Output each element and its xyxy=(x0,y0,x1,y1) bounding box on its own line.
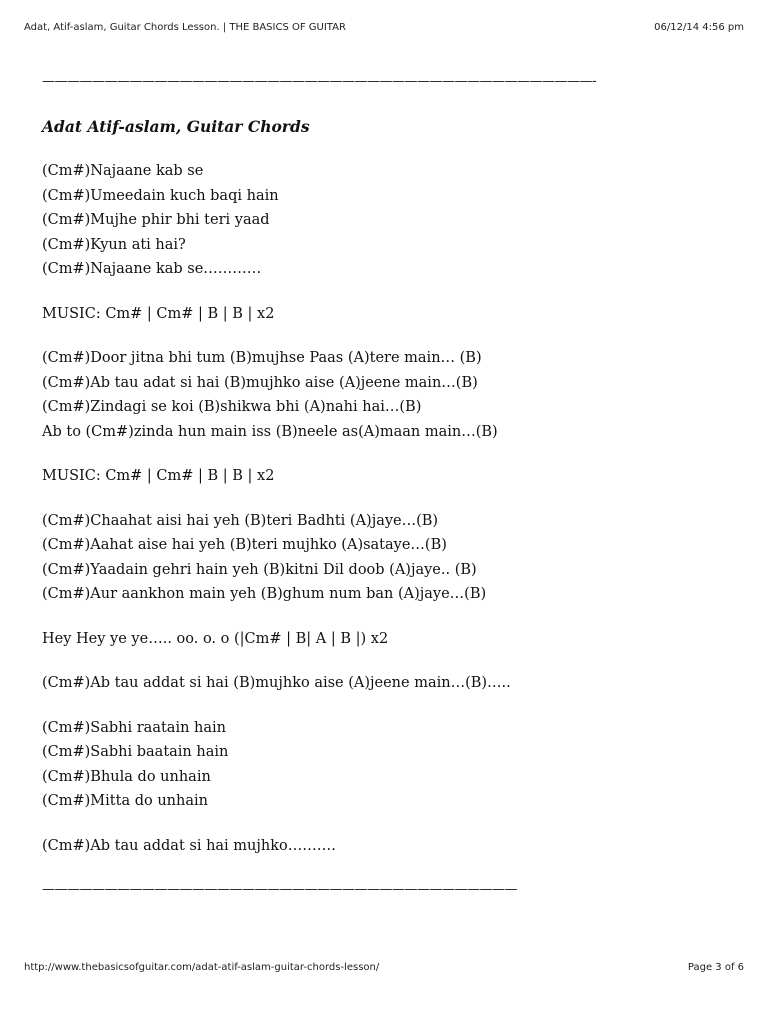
print-header xyxy=(24,22,744,33)
verse-2 xyxy=(42,346,732,444)
page-url[interactable]: http://www.thebasicsofguitar.com/adat-atif-aslam-guitar-chords-lesson/ xyxy=(24,962,380,973)
page-title: Adat, Atif-aslam, Guitar Chords Lesson. | THE BASICS OF GUITAR xyxy=(24,22,346,33)
music-line-2: MUSIC: Cm# | Cm# | B | B | x2 xyxy=(42,468,275,484)
song-title: Adat Atif-aslam, Guitar Chords xyxy=(42,116,310,136)
lyric-line: (Cm#)Aahat aise hai yeh (B)teri mujhko (A)sataye…(B) xyxy=(42,537,447,553)
hey-line: Hey Hey ye ye….. oo. o. o (|Cm# | B| A | B |) x2 xyxy=(42,630,389,647)
lyric-line: (Cm#)Mujhe phir bhi teri yaad xyxy=(42,212,270,228)
lyric-line: (Cm#)Ab tau adat si hai (B)mujhko aise (A)jeene main…(B) xyxy=(42,374,478,391)
lyric-line: (Cm#)Najaane kab se………… xyxy=(42,261,262,277)
ab-tau-line: (Cm#)Ab tau addat si hai (B)mujhko aise (A)jeene main…(B)….. xyxy=(42,675,511,691)
lyric-line: (Cm#)Umeedain kuch baqi hain xyxy=(42,187,279,204)
print-datetime: 06/12/14 4:56 pm xyxy=(654,22,744,33)
lyric-line: (Cm#)Door jitna bhi tum (B)mujhse Paas (A)tere main… (B) xyxy=(42,350,482,366)
verse-4 xyxy=(42,716,732,814)
divider-bottom: —————————————————————————————————————— xyxy=(42,882,517,897)
verse-1 xyxy=(42,159,732,282)
lyric-line: (Cm#)Aur aankhon main yeh (B)ghum num ban (A)jaye…(B) xyxy=(42,586,487,602)
divider-top: ————————————————————————————————————————————- xyxy=(42,74,597,89)
lyric-line: (Cm#)Kyun ati hai? xyxy=(42,236,186,253)
verse-3 xyxy=(42,509,732,607)
lyric-line: (Cm#)Mitta do unhain xyxy=(42,793,208,809)
lyric-line: (Cm#)Sabhi baatain hain xyxy=(42,744,229,760)
print-footer xyxy=(24,962,744,973)
lyric-line: Ab to (Cm#)zinda hun main iss (B)neele as(A)maan main…(B) xyxy=(42,423,498,440)
music-line-1: MUSIC: Cm# | Cm# | B | B | x2 xyxy=(42,305,275,322)
closing-line: (Cm#)Ab tau addat si hai mujhko………. xyxy=(42,837,336,854)
lyric-line: (Cm#)Chaahat aisi hai yeh (B)teri Badhti (A)jaye…(B) xyxy=(42,512,439,529)
lyric-line: (Cm#)Bhula do unhain xyxy=(42,768,211,785)
lyric-line: (Cm#)Sabhi raatain hain xyxy=(42,719,226,736)
lyric-line: (Cm#)Yaadain gehri hain yeh (B)kitni Dil doob (A)jaye.. (B) xyxy=(42,561,477,578)
page-number: Page 3 of 6 xyxy=(687,962,744,973)
lyric-line: (Cm#)Zindagi se koi (B)shikwa bhi (A)nahi hai…(B) xyxy=(42,399,422,415)
lyric-line: (Cm#)Najaane kab se xyxy=(42,163,204,179)
article-body xyxy=(42,70,732,903)
